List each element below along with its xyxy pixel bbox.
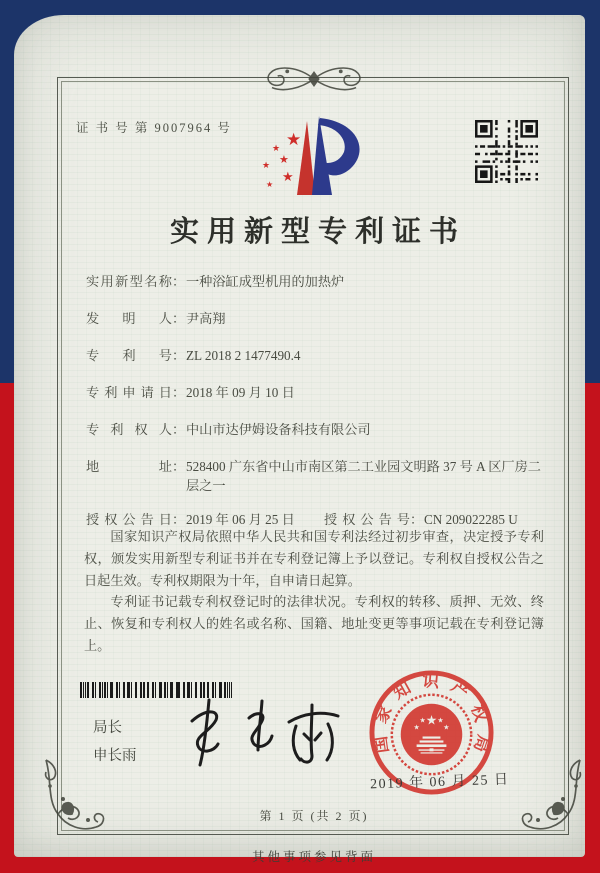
certificate-paper [14, 15, 585, 864]
commissioner-block [93, 714, 137, 770]
seal-date: 2019 年 06 月 25 日 [369, 772, 510, 793]
svg-text:★: ★ [262, 161, 271, 171]
commissioner-title: 局长 [93, 720, 122, 736]
field-colon: ： [410, 512, 424, 527]
field-label: 实用新型名称 [86, 274, 172, 289]
svg-text:★: ★ [286, 130, 302, 150]
field-value: CN 209022285 U [424, 512, 518, 527]
svg-text:★: ★ [437, 716, 444, 725]
field-label: 授权公告号 [324, 512, 410, 527]
certificate-number: 证 书 号 第 9007964 号 [76, 121, 232, 135]
field-patent-number [86, 346, 544, 365]
svg-text:★: ★ [413, 723, 420, 732]
commissioner-signature-icon [154, 691, 369, 779]
field-value: 尹高翔 [186, 311, 226, 326]
field-colon: ： [172, 385, 186, 400]
field-colon: ： [172, 422, 186, 437]
field-label: 发明人 [86, 311, 172, 326]
field-colon: ： [172, 512, 186, 527]
field-label: 专利申请日 [86, 385, 172, 400]
field-inventor [86, 309, 544, 328]
qr-code [475, 120, 538, 183]
legal-paragraph-1: 国家知识产权局依照中华人民共和国专利法经过初步审查，决定授予专利权，颁发实用新型专利证书并在专利登记簿上予以登记。专利权自授权公告之日起生效。专利权期限为十年，自申请日起算。 [84, 529, 544, 588]
certificate-title: 实用新型专利证书 [169, 216, 466, 248]
field-value: 2018 年 09 月 10 日 [186, 385, 295, 400]
svg-text:★: ★ [282, 170, 294, 185]
field-colon: ： [172, 459, 186, 474]
commissioner-name: 申长雨 [93, 748, 137, 764]
field-label: 授权公告日 [86, 512, 172, 527]
field-value: 中山市达伊姆设备科技有限公司 [186, 422, 371, 437]
national-emblem-icon [392, 695, 471, 774]
field-label: 专利号 [86, 348, 172, 363]
top-center-ornament-icon [228, 62, 400, 96]
field-filing-date [86, 383, 544, 402]
field-label: 专利权人 [86, 422, 172, 437]
field-value: 一种浴缸成型机用的加热炉 [186, 274, 345, 289]
field-colon: ： [172, 311, 186, 326]
field-colon: ： [172, 274, 186, 289]
legal-paragraph-2: 专利证书记载专利权登记时的法律状况。专利权的转移、质押、无效、终止、恢复和专利权人的姓名或名称、国籍、地址变更等事项记载在专利登记簿上。 [84, 594, 544, 653]
field-utility-model-name [86, 272, 544, 291]
svg-text:★: ★ [279, 153, 289, 166]
seal-text: 国家知识产权局 [369, 670, 494, 765]
legal-text [84, 526, 544, 657]
svg-text:★: ★ [272, 144, 281, 154]
back-note: 其他事项参见背面 [251, 850, 376, 864]
field-value: 528400 广东省中山市南区第二工业园文明路 37 号 A 区厂房二层之一 [186, 459, 541, 493]
bottom-right-corner-ornament-icon [516, 754, 586, 838]
cnipa-logo-icon [260, 113, 378, 201]
svg-text:★: ★ [425, 713, 438, 729]
field-value: 2019 年 06 月 25 日 [186, 512, 295, 527]
field-patentee [86, 420, 544, 439]
field-colon: ： [172, 348, 186, 363]
certificate-fields [86, 272, 544, 547]
page-number: 第 1 页 (共 2 页) [259, 809, 369, 823]
field-value: ZL 2018 2 1477490.4 [186, 348, 301, 363]
field-label: 地址 [86, 459, 172, 474]
field-address [86, 457, 544, 495]
svg-text:★: ★ [419, 716, 426, 725]
svg-text:★: ★ [266, 180, 274, 189]
svg-text:★: ★ [443, 723, 450, 732]
